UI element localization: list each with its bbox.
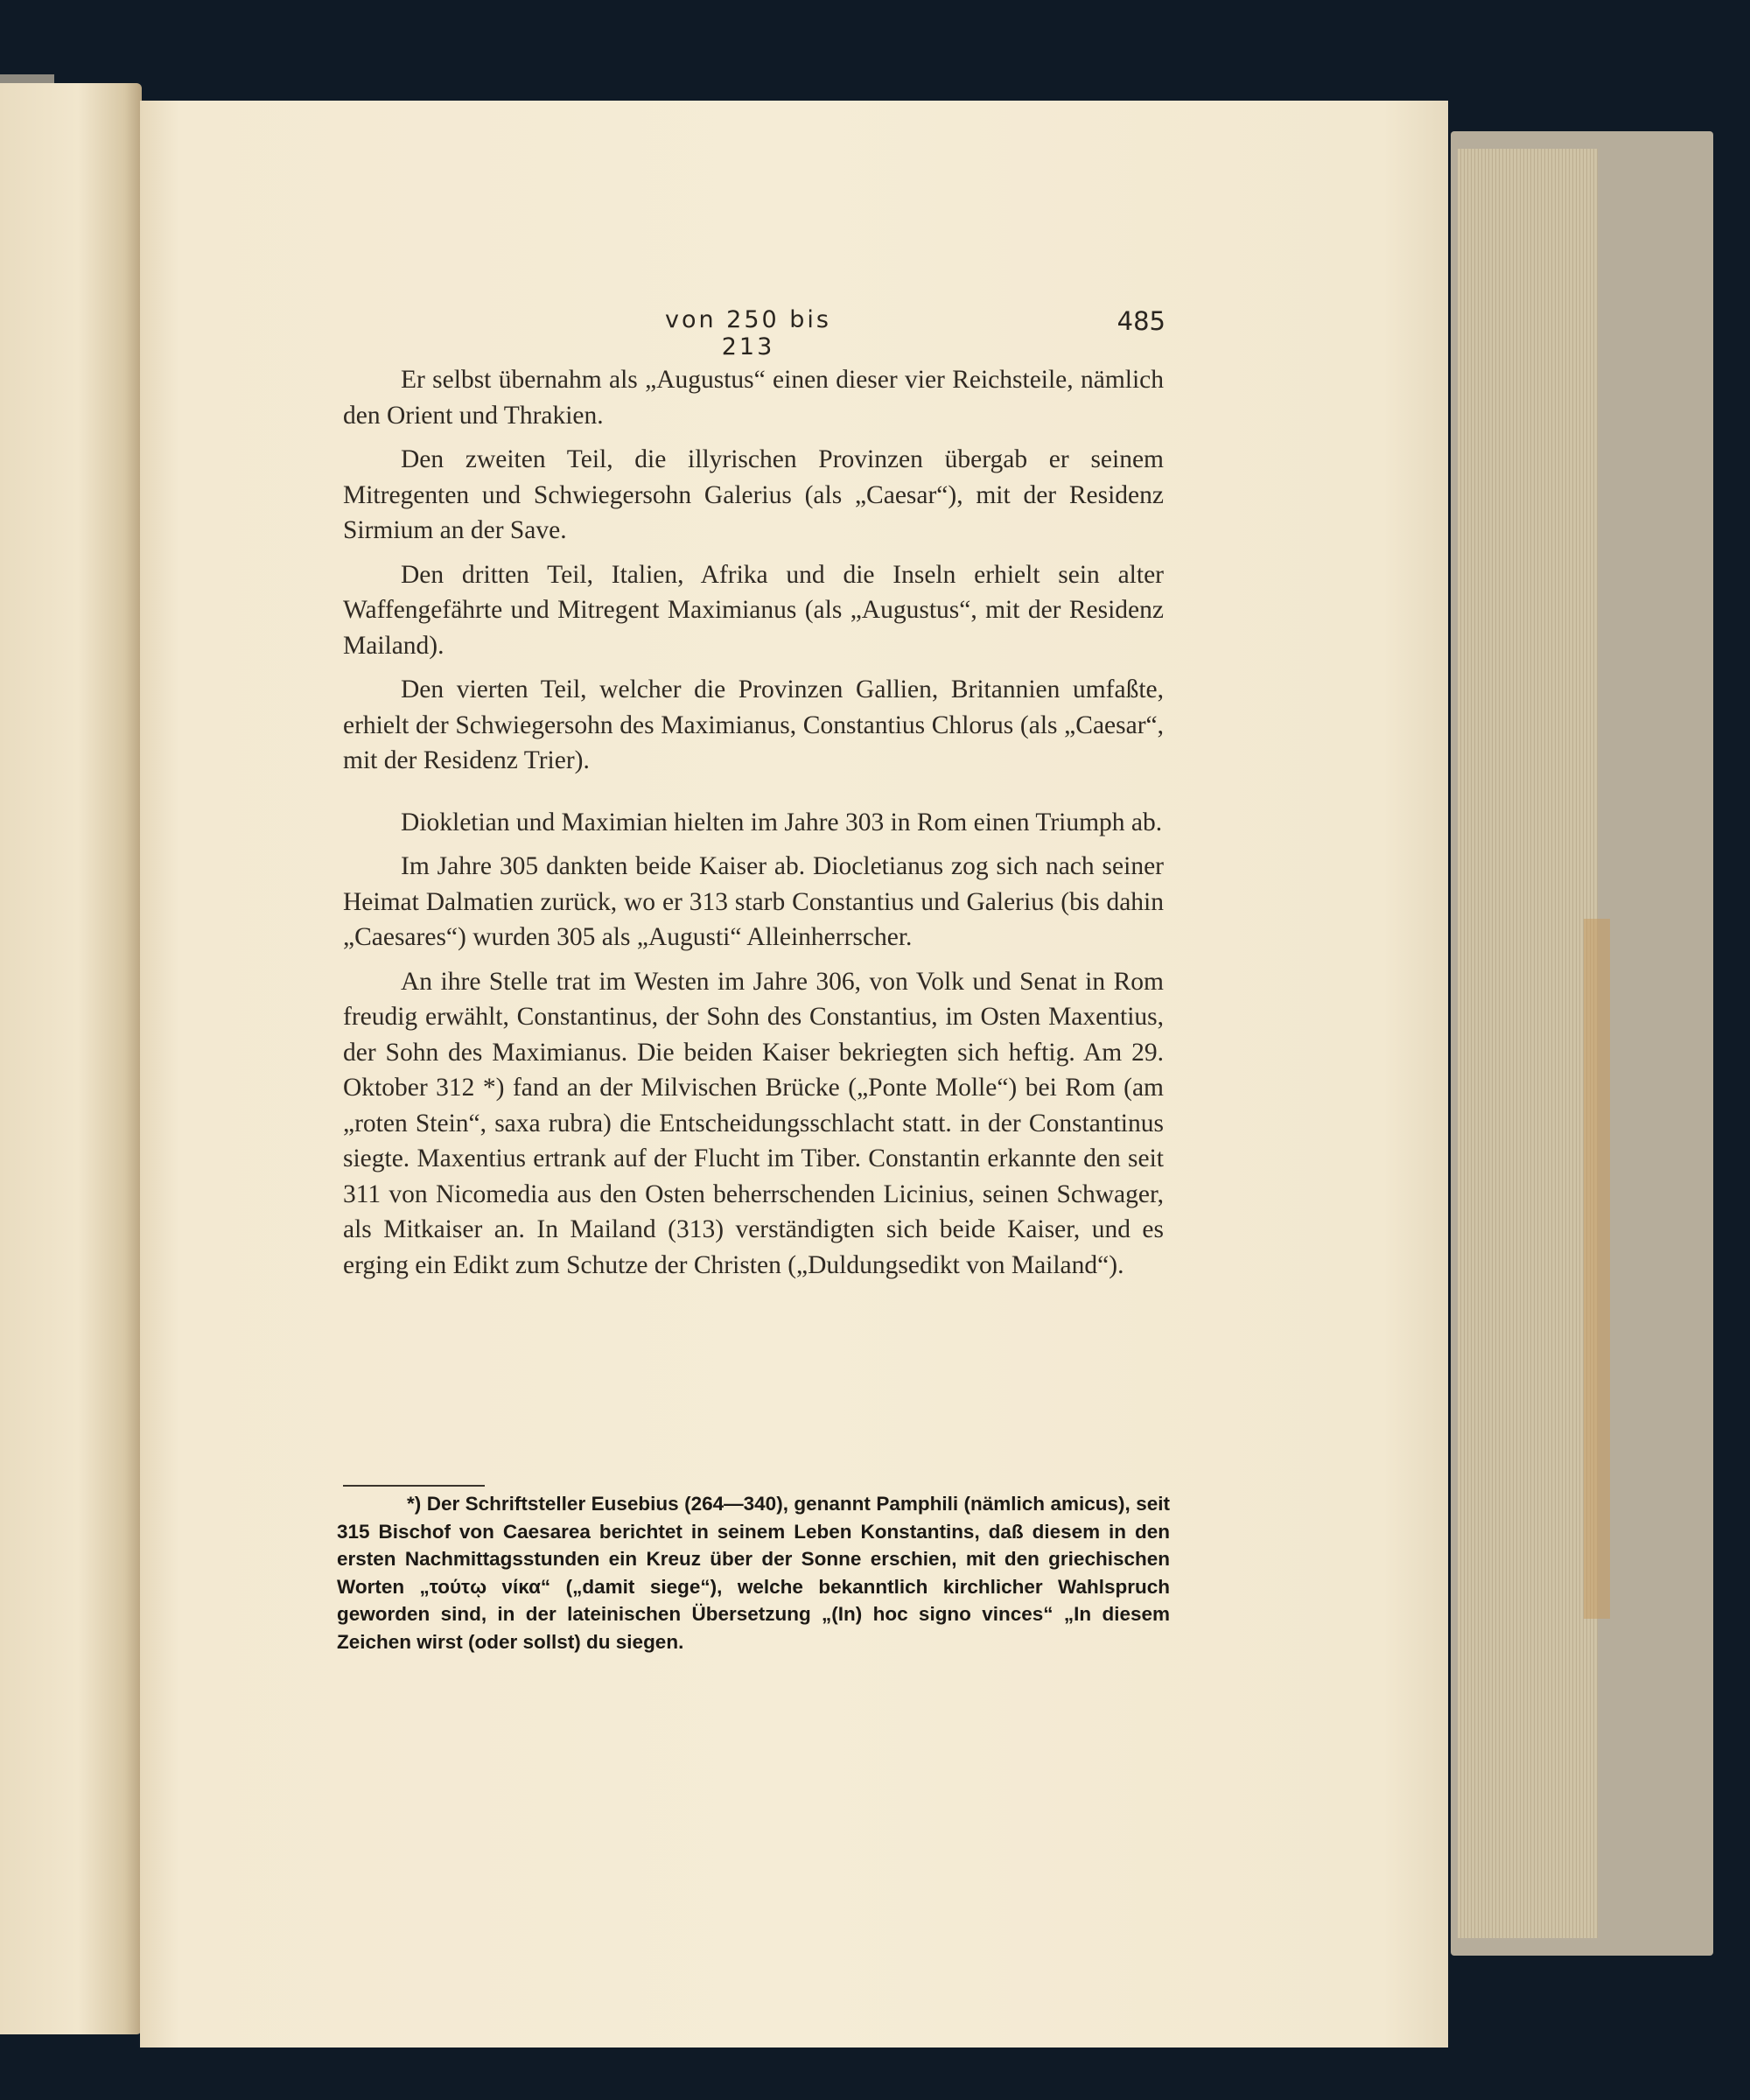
paragraph: Diokletian und Maximian hielten im Jahre 303 in Rom einen Triumph ab. — [401, 808, 1163, 836]
paragraph: An ihre Stelle trat im Westen im Jahre 306, von Volk und Senat in Rom freudig erwählt, Constantinus, der Sohn des Constantius, im Osten Maxentius, der Sohn des Maximianus. Die beiden Kaiser bekriegten sich heftig. Am 29. Oktober 312 *) fand an der Milvischen Brücke („Ponte Molle“) bei Rom (am „roten Stein“, saxa rubra) die Entscheidungsschlacht statt. in der Constantinus siegte. Maxentius ertrank auf der Flucht im Tiber. Constantin erkannte den seit 311 von Nicomedia aus den Osten beherrschenden Licinius, seinen Schwager, als Mitkaiser an. In Mailand (313) verständigten sich beide Kaiser, und es erging ein Edikt zum Schutze der Christen („Duldungsedikt von Mailand“). — [343, 967, 1164, 1279]
paragraph: Im Jahre 305 dankten beide Kaiser ab. Diocletianus zog sich nach seiner Heimat Dalmatien zurück, wo er 313 starb Constantius und Galerius (bis dahin „Caesares“) wurden 305 als „Augusti“ Alleinherrscher. — [343, 852, 1164, 951]
paragraph: Den vierten Teil, welcher die Provinzen Gallien, Britannien umfaßte, erhielt der Schwiegersohn des Maximianus, Constantius Chlorus (als „Caesar“, mit der Residenz Trier). — [343, 676, 1164, 774]
paragraph: Den dritten Teil, Italien, Afrika und die Inseln erhielt sein alter Waffengefährte und Mitregent Maximianus (als „Augustus“, mit der Residenz Mailand). — [343, 560, 1164, 660]
footnote-text: *) Der Schriftsteller Eusebius (264—340), genannt Pamphili (nämlich amicus), seit 315 Bischof von Caesarea berichtet in seinem Leben Konstantins, daß diesem in den ersten Nachmittagsstunden ein Kreuz über der Sonne erschien, mit den griechischen Worten „τούτῳ νίκα“ („damit siege“), welche bekanntlich kirchlicher Wahlspruch geworden sind, in der lateinischen Übersetzung „(In) hoc signo vinces“ „In diesem Zeichen wirst (oder sollst) du siegen. — [337, 1493, 1170, 1653]
page-edges-stain — [1584, 919, 1610, 1619]
footnote — [337, 1490, 1170, 1656]
paragraph: Den zweiten Teil, die illyrischen Provinzen übergab er seinem Mitregenten und Schwiegersohn Galerius (als „Caesar“), mit der Residenz Sirmium an der Save. — [343, 445, 1164, 544]
paragraph: Er selbst übernahm als „Augustus“ einen dieser vier Reichsteile, nämlich den Orient und Thrakien. — [343, 366, 1164, 430]
body-text — [343, 362, 1164, 1292]
running-head: von 250 bis 213 — [664, 306, 832, 360]
page-edges — [1458, 149, 1598, 1938]
footnote-rule — [343, 1485, 485, 1487]
left-page-edge — [0, 83, 142, 2034]
page-number: 485 — [1116, 306, 1166, 336]
